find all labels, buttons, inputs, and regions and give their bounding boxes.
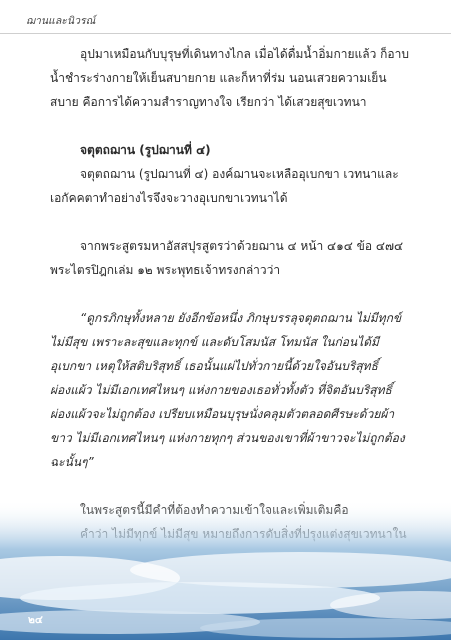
sky-cloud-footer: [0, 500, 451, 640]
cloud-illustration: [0, 500, 451, 640]
header-divider: [0, 33, 451, 34]
page-body: [50, 42, 410, 570]
scripture-quote: “ดูกรภิกษุทั้งหลาย ยังอีกข้อหนึ่ง ภิกษุบรรลุจตุตถฌาน ไม่มีทุกข์ ไม่มีสุข เพราะละสุขและทุกข์ และดับโสมนัส โทมนัส ในก่อนได้มีอุเบกขา เหตุให้สติบริสุทธิ์ เธอนั้นแผ่ไปทั่วกายนี้ด้วยใจอันบริสุทธิ์ผ่องแผ้ว ไม่มีเอกเทศไหนๆ แห่งกายของเธอทั่วทั้งตัว ที่จิตอันบริสุทธิ์ผ่องแผ้วจะไม่ถูกต้อง เปรียบเหมือนบุรุษนั่งคลุมตัวตลอดศีรษะด้วยผ้าขาว ไม่มีเอกเทศไหนๆ แห่งกายทุกๆ ส่วนของเขาที่ผ้าขาวจะไม่ถูกต้องฉะนั้นๆ”: [50, 311, 405, 469]
spacer: [50, 114, 410, 138]
page-number: ๒๔: [28, 614, 43, 626]
running-header: ฌานและนิวรณ์: [26, 15, 96, 27]
paragraph-source: จากพระสูตรมหาอัสสปุรสูตรว่าด้วยฌาน ๔ หน้า ๔๑๔ ข้อ ๔๗๔ พระไตรปิฎกเล่ม ๑๒ พระพุทธเจ้าทรงกล่าวว่า: [50, 239, 404, 277]
spacer: [50, 474, 410, 498]
section-heading: จตุตถฌาน (รูปฌานที่ ๔): [80, 143, 211, 157]
paragraph-definition: จตุตถฌาน (รูปฌานที่ ๔) องค์ฌานจะเหลืออุเบกขา เวทนาและเอกัคคตาทำอย่างไรจึงจะวางอุเบกขาเวทนาได้: [50, 167, 399, 205]
spacer: [50, 210, 410, 234]
spacer: [50, 282, 410, 306]
paragraph-analogy: อุปมาเหมือนกับบุรุษที่เดินทางไกล เมื่อได้ดื่มน้ำอิ่มกายแล้ว ก็อาบน้ำชำระร่างกายให้เย็นสบายกาย และก็หาที่ร่ม นอนเสวยความเย็นสบาย คือการได้ความสำราญทางใจ เรียกว่า ได้เสวยสุขเวทนา: [50, 47, 409, 109]
